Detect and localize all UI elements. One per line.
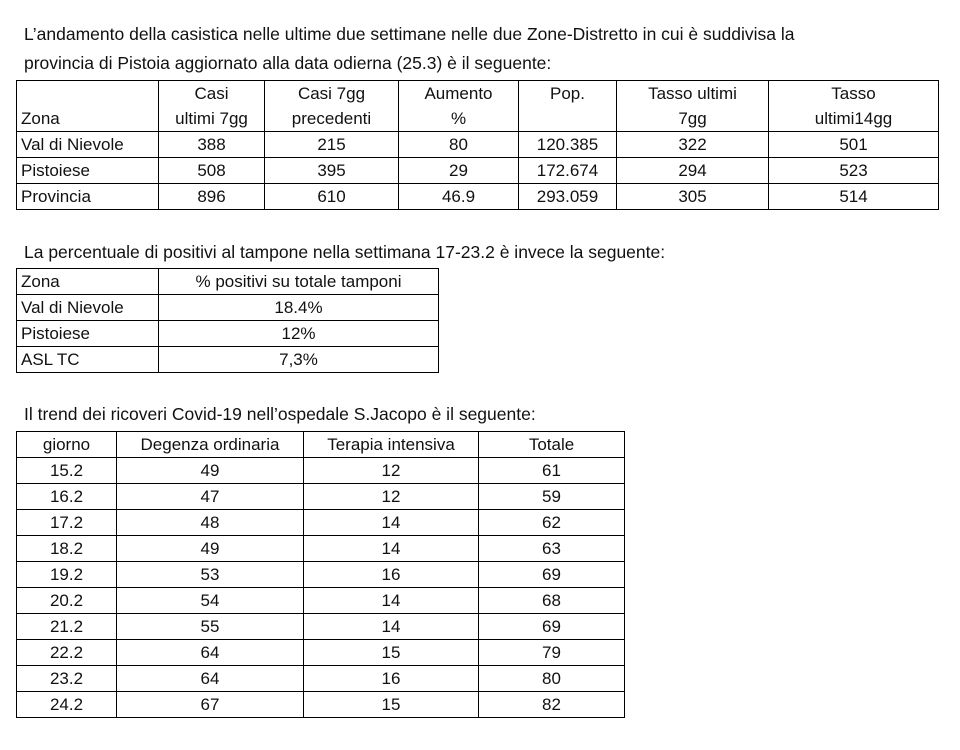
- table-cell: 12: [304, 458, 479, 484]
- intro-line-1: L’andamento della casistica nelle ultime due settimane nelle due Zone-Distretto in cui è suddivisa la: [24, 24, 795, 44]
- table-cell: 67: [117, 692, 304, 718]
- header-cell: precedenti: [265, 106, 399, 132]
- table-cell: 29: [399, 158, 519, 184]
- table-row: [17, 347, 439, 373]
- table-cell: 80: [399, 132, 519, 158]
- header-cell: ultimi14gg: [769, 106, 939, 132]
- table-row: [17, 295, 439, 321]
- table-cell: 14: [304, 614, 479, 640]
- table-cell: 22.2: [17, 640, 117, 666]
- table-cell: 16: [304, 562, 479, 588]
- table-cell: 293.059: [519, 184, 617, 210]
- table-row: [17, 640, 625, 666]
- table-cell: 172.674: [519, 158, 617, 184]
- header-cell: ultimi 7gg: [159, 106, 265, 132]
- header-cell: 7gg: [617, 106, 769, 132]
- table-cell: 16: [304, 666, 479, 692]
- table-cell: 15.2: [17, 458, 117, 484]
- cases-table-header-row-1: [17, 81, 939, 107]
- table-cell: 12%: [159, 321, 439, 347]
- table-cell: 610: [265, 184, 399, 210]
- table-cell: 16.2: [17, 484, 117, 510]
- header-cell: [519, 106, 617, 132]
- table-cell: 63: [479, 536, 625, 562]
- table-row: [17, 510, 625, 536]
- table-cell: 305: [617, 184, 769, 210]
- table-cell: 388: [159, 132, 265, 158]
- table-cell: 14: [304, 510, 479, 536]
- header-cell: giorno: [17, 432, 117, 458]
- table-cell: 15: [304, 692, 479, 718]
- section-2-text: La percentuale di positivi al tampone nella settimana 17-23.2 è invece la seguente:: [24, 242, 666, 262]
- header-cell: Totale: [479, 432, 625, 458]
- table-cell: 120.385: [519, 132, 617, 158]
- table-cell: 49: [117, 458, 304, 484]
- table-cell: 501: [769, 132, 939, 158]
- table-cell: 523: [769, 158, 939, 184]
- header-cell: Pop.: [519, 81, 617, 107]
- table-cell: 64: [117, 640, 304, 666]
- table-cell: 53: [117, 562, 304, 588]
- cases-table: [16, 80, 939, 210]
- table-cell: 54: [117, 588, 304, 614]
- table-cell: 322: [617, 132, 769, 158]
- table-cell: 14: [304, 536, 479, 562]
- table-row: [17, 321, 439, 347]
- table-cell: 69: [479, 614, 625, 640]
- table-cell: 82: [479, 692, 625, 718]
- header-cell: Zona: [17, 269, 159, 295]
- table-row: [17, 588, 625, 614]
- table-cell: Val di Nievole: [17, 295, 159, 321]
- table-cell: Pistoiese: [17, 158, 159, 184]
- table-row: [17, 158, 939, 184]
- header-cell: [17, 81, 159, 107]
- table-row: [17, 614, 625, 640]
- table-row: [17, 666, 625, 692]
- header-cell: Degenza ordinaria: [117, 432, 304, 458]
- table-cell: 896: [159, 184, 265, 210]
- header-cell: Terapia intensiva: [304, 432, 479, 458]
- table-row: [17, 484, 625, 510]
- table-row: [17, 536, 625, 562]
- table-cell: 61: [479, 458, 625, 484]
- table-cell: 395: [265, 158, 399, 184]
- table-row: [17, 562, 625, 588]
- table-row: [17, 184, 939, 210]
- table-cell: Provincia: [17, 184, 159, 210]
- header-cell: Aumento: [399, 81, 519, 107]
- table-cell: 215: [265, 132, 399, 158]
- table-cell: 80: [479, 666, 625, 692]
- table-cell: 55: [117, 614, 304, 640]
- table-cell: 514: [769, 184, 939, 210]
- header-cell: %: [399, 106, 519, 132]
- table-cell: ASL TC: [17, 347, 159, 373]
- table-cell: Pistoiese: [17, 321, 159, 347]
- table-cell: 18.2: [17, 536, 117, 562]
- table-cell: 294: [617, 158, 769, 184]
- table-cell: 21.2: [17, 614, 117, 640]
- table-cell: 64: [117, 666, 304, 692]
- header-cell: Casi: [159, 81, 265, 107]
- table-cell: 62: [479, 510, 625, 536]
- cases-table-header-row-2: [17, 106, 939, 132]
- table-cell: 12: [304, 484, 479, 510]
- header-cell: Casi 7gg: [265, 81, 399, 107]
- table-row: [17, 132, 939, 158]
- table-row: [17, 692, 625, 718]
- section-3-text: Il trend dei ricoveri Covid-19 nell’ospedale S.Jacopo è il seguente:: [24, 404, 536, 424]
- table-cell: 17.2: [17, 510, 117, 536]
- table-cell: 18.4%: [159, 295, 439, 321]
- header-cell: Zona: [17, 106, 159, 132]
- header-cell: Tasso: [769, 81, 939, 107]
- table-cell: 49: [117, 536, 304, 562]
- hospital-trend-table: [16, 431, 625, 718]
- table-cell: 46.9: [399, 184, 519, 210]
- table-cell: 68: [479, 588, 625, 614]
- table-cell: 79: [479, 640, 625, 666]
- table-cell: 508: [159, 158, 265, 184]
- positivity-table: [16, 268, 439, 373]
- table-cell: 15: [304, 640, 479, 666]
- table-cell: 23.2: [17, 666, 117, 692]
- table-cell: 47: [117, 484, 304, 510]
- header-cell: Tasso ultimi: [617, 81, 769, 107]
- table-cell: 59: [479, 484, 625, 510]
- positivity-table-header: [17, 269, 439, 295]
- intro-line-2: provincia di Pistoia aggiornato alla data odierna (25.3) è il seguente:: [24, 53, 552, 73]
- table-row: [17, 458, 625, 484]
- table-cell: 19.2: [17, 562, 117, 588]
- table-cell: 48: [117, 510, 304, 536]
- table-cell: 24.2: [17, 692, 117, 718]
- table-cell: 14: [304, 588, 479, 614]
- table-cell: 20.2: [17, 588, 117, 614]
- table-cell: 69: [479, 562, 625, 588]
- table-cell: 7,3%: [159, 347, 439, 373]
- hospital-trend-table-header: [17, 432, 625, 458]
- table-cell: Val di Nievole: [17, 132, 159, 158]
- header-cell: % positivi su totale tamponi: [159, 269, 439, 295]
